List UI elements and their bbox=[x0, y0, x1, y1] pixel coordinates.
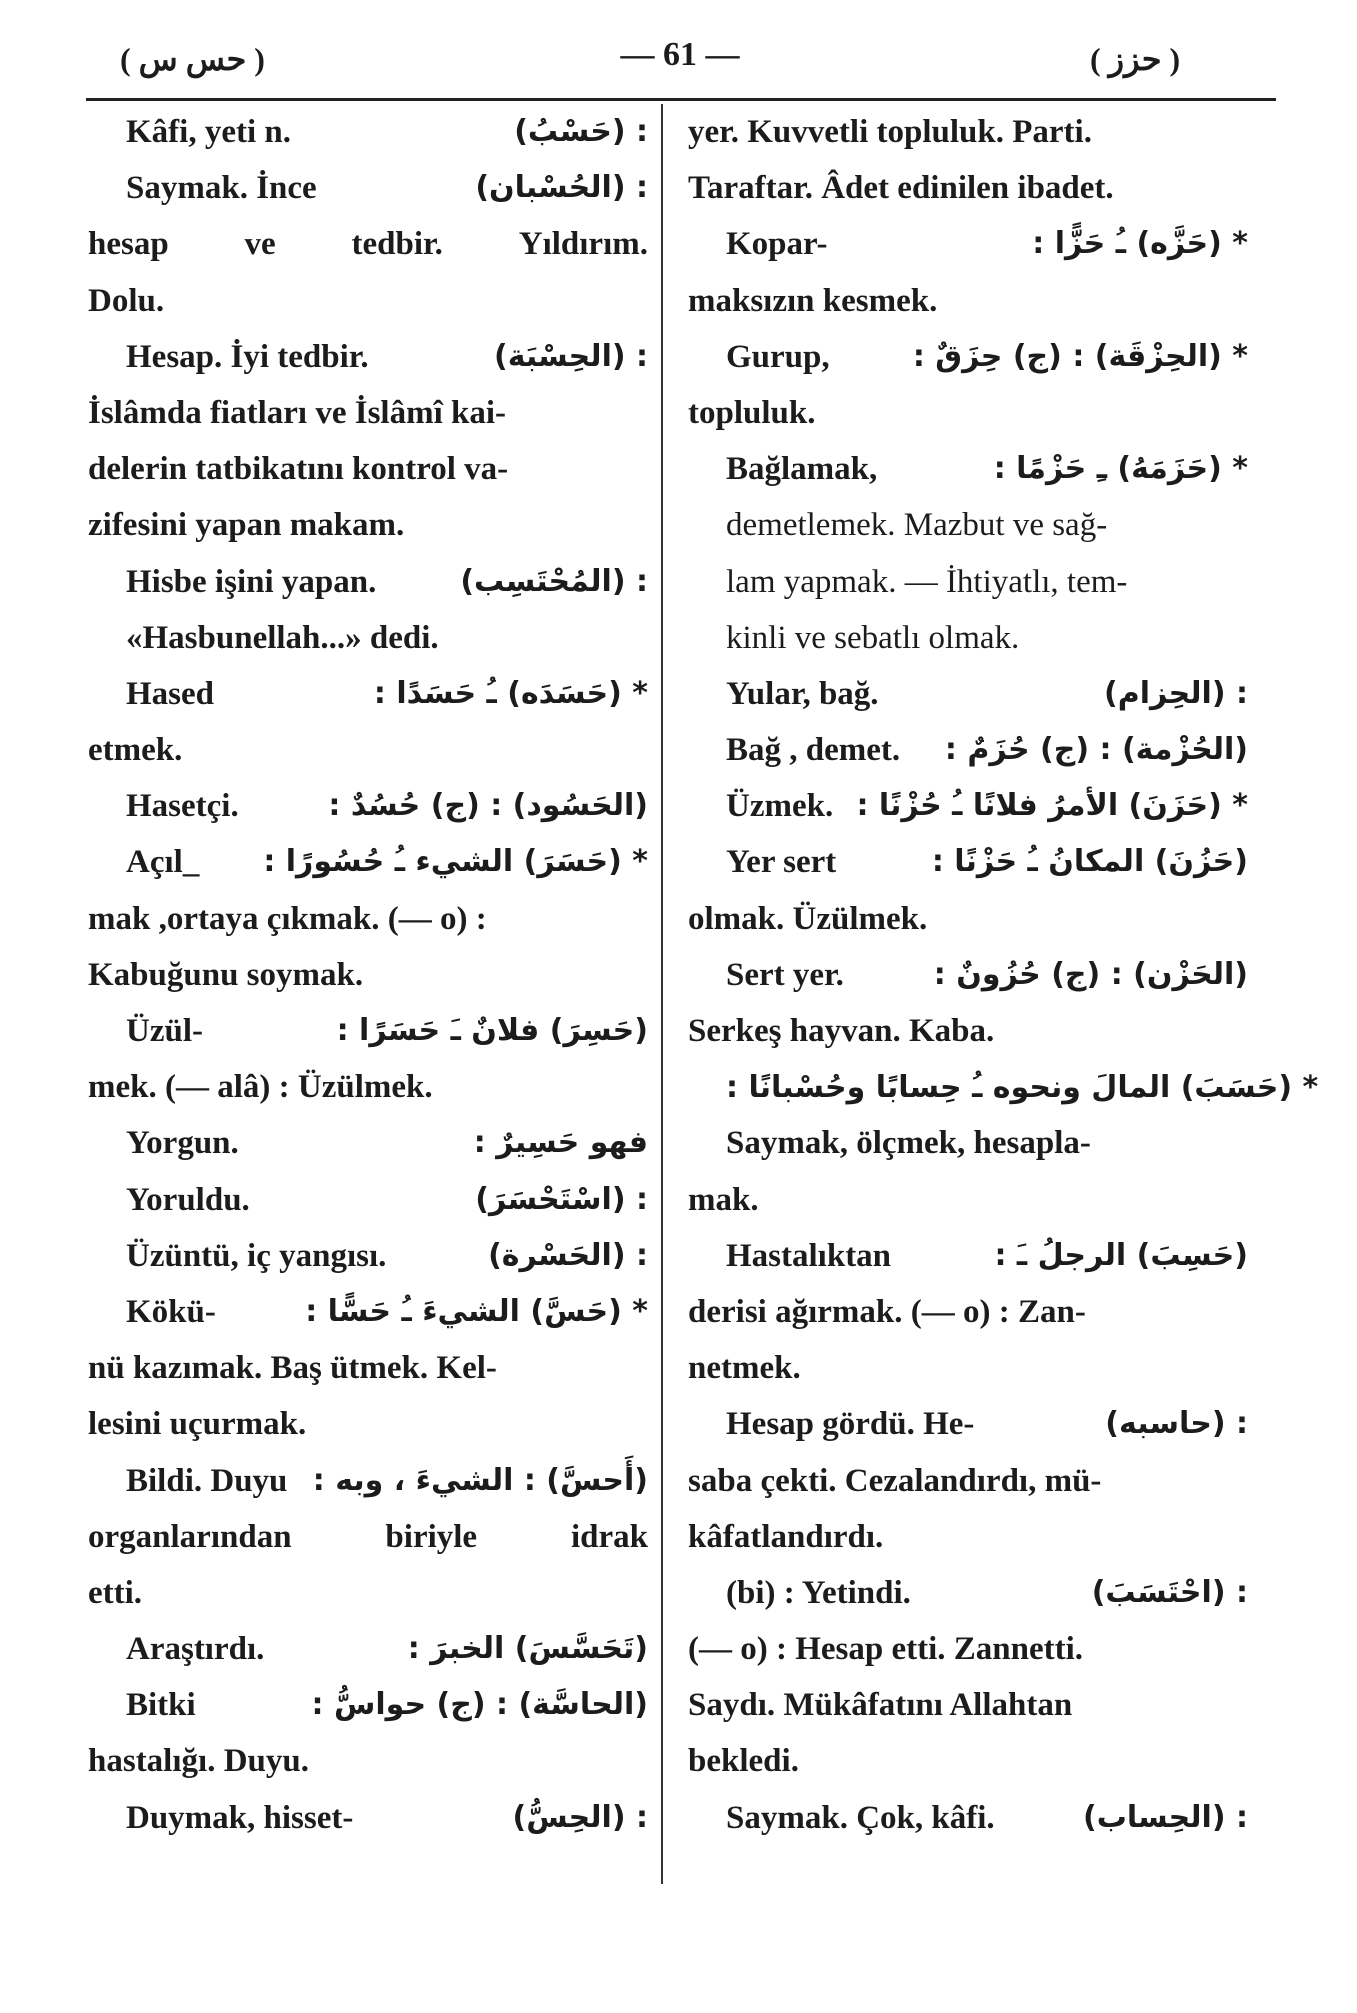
word: organlarından bbox=[88, 1518, 292, 1555]
dictionary-line bbox=[688, 160, 1248, 216]
dictionary-line bbox=[88, 891, 648, 947]
definition-text: bekledi. bbox=[688, 1743, 799, 1780]
dictionary-entry bbox=[88, 1115, 648, 1171]
dictionary-entry bbox=[688, 1790, 1248, 1846]
entry-translation: Hasetçi. bbox=[126, 788, 239, 825]
dictionary-line bbox=[688, 1172, 1248, 1228]
definition-text: mek. (— alâ) : Üzülmek. bbox=[88, 1069, 433, 1106]
dictionary-line bbox=[88, 1733, 648, 1789]
dictionary-line bbox=[88, 1396, 648, 1452]
dictionary-line bbox=[688, 1453, 1248, 1509]
dictionary-line bbox=[88, 722, 648, 778]
definition-text: yer. Kuvvetli topluluk. Parti. bbox=[688, 114, 1092, 150]
dictionary-entry bbox=[88, 1228, 648, 1284]
header-rule bbox=[86, 98, 1276, 101]
definition-text: nü kazımak. Baş ütmek. Kel- bbox=[88, 1350, 497, 1387]
entry-arabic: : (حاسبه) bbox=[1105, 1406, 1248, 1442]
entry-translation: Hesap. İyi tedbir. bbox=[126, 338, 369, 375]
entry-translation: Hesap gördü. He- bbox=[726, 1406, 975, 1443]
dictionary-line bbox=[88, 1565, 648, 1621]
word: ve bbox=[244, 226, 276, 263]
word: hesap bbox=[88, 226, 169, 263]
definition-text: «Hasbunellah...» dedi. bbox=[126, 619, 439, 656]
entry-arabic: * (حَسَبَ) المالَ ونحوه ـُ حِسابًا وحُسْبانًا : bbox=[726, 1070, 1319, 1106]
definition-text: (— o) : Hesap etti. Zannetti. bbox=[688, 1631, 1084, 1668]
dictionary-entry bbox=[88, 1621, 648, 1677]
definition-text: İslâmda fiatları ve İslâmî kai- bbox=[88, 394, 506, 431]
dictionary-line bbox=[688, 104, 1248, 160]
dictionary-entry bbox=[88, 329, 648, 385]
entry-arabic: : (الحَسْرة) bbox=[488, 1237, 648, 1273]
definition-text: olmak. Üzülmek. bbox=[688, 900, 928, 937]
entry-arabic: (الحاسَّة) : (ج) حواسُّ : bbox=[311, 1687, 648, 1723]
entry-translation: Saymak. İnce bbox=[126, 170, 317, 207]
entry-translation: Üzmek. bbox=[726, 788, 834, 825]
dictionary-line bbox=[688, 1621, 1248, 1677]
dictionary-line bbox=[688, 610, 1248, 666]
dictionary-line bbox=[88, 216, 648, 272]
entry-arabic: : (الحُسْبان) bbox=[475, 170, 648, 206]
entry-arabic: (الحَزْن) : (ج) حُزُونٌ : bbox=[933, 956, 1248, 992]
left-column bbox=[88, 104, 648, 1846]
entry-translation: Bitki bbox=[126, 1687, 196, 1724]
definition-text: Dolu. bbox=[88, 282, 165, 319]
dictionary-entry bbox=[688, 722, 1248, 778]
definition-text: etmek. bbox=[88, 732, 183, 769]
dictionary-entry bbox=[88, 1284, 648, 1340]
definition-text: zifesini yapan makam. bbox=[88, 507, 405, 544]
dictionary-entry bbox=[688, 778, 1248, 834]
definition-text: saba çekti. Cezalandırdı, mü- bbox=[688, 1462, 1102, 1499]
entry-translation: Bağlamak, bbox=[726, 451, 878, 488]
definition-text: Serkeş hayvan. Kaba. bbox=[688, 1013, 995, 1049]
definition-text: lam yapmak. — İhtiyatlı, tem- bbox=[726, 563, 1128, 600]
entry-translation: Hased bbox=[126, 675, 215, 712]
definition-text: mak. bbox=[688, 1181, 759, 1218]
dictionary-entry bbox=[88, 160, 648, 216]
word: tedbir. bbox=[351, 226, 443, 263]
entry-translation: Kopar- bbox=[726, 226, 828, 263]
definition-text: kinli ve sebatlı olmak. bbox=[726, 619, 1020, 656]
entry-arabic: (أَحسَّ) : الشيءَ ، وبه : bbox=[312, 1462, 648, 1498]
entry-translation: Yular, bağ. bbox=[726, 675, 879, 712]
entry-translation: (bi) : Yetindi. bbox=[726, 1574, 911, 1611]
entry-arabic: فهو حَسِيرٌ : bbox=[473, 1125, 648, 1161]
entry-translation: Saymak. Çok, kâfi. bbox=[726, 1799, 995, 1836]
dictionary-line bbox=[688, 554, 1248, 610]
entry-arabic: (حَسِرَ) فلانٌ ـَ حَسَرًا : bbox=[336, 1013, 648, 1048]
header-right-letters: ( حزز ) bbox=[1090, 41, 1181, 77]
dictionary-line bbox=[88, 441, 648, 497]
dictionary-line bbox=[688, 1677, 1248, 1733]
dictionary-line bbox=[688, 1733, 1248, 1789]
entry-translation: Araştırdı. bbox=[126, 1631, 265, 1668]
definition-text: Taraftar. Âdet edinilen ibadet. bbox=[688, 170, 1114, 207]
entry-translation: Yer sert bbox=[726, 844, 837, 881]
dictionary-entry bbox=[688, 216, 1248, 272]
definition-text: Saydı. Mükâfatını Allahtan bbox=[688, 1687, 1073, 1724]
dictionary-line bbox=[688, 1340, 1248, 1396]
definition-text: kâfatlandırdı. bbox=[688, 1518, 884, 1555]
definition-text: etti. bbox=[88, 1574, 143, 1611]
dictionary-entry bbox=[88, 104, 648, 160]
definition-text: demetlemek. Mazbut ve sağ- bbox=[726, 507, 1108, 544]
entry-translation: Yorgun. bbox=[126, 1125, 239, 1162]
word: idrak bbox=[570, 1518, 648, 1555]
word: Yıldırım. bbox=[518, 226, 648, 263]
entry-translation: Açıl_ bbox=[126, 844, 200, 881]
dictionary-entry bbox=[88, 554, 648, 610]
entry-translation: Kâfi, yeti n. bbox=[126, 114, 291, 150]
entry-arabic: * (الحِزْقَة) : (ج) حِزَقٌ : bbox=[912, 338, 1248, 374]
entry-translation: Hisbe işini yapan. bbox=[126, 563, 377, 600]
definition-text: topluluk. bbox=[688, 394, 816, 431]
entry-arabic: * (حَسَّ) الشيءَ ـُ حَسًّا : bbox=[305, 1293, 648, 1329]
entry-translation: Bildi. Duyu bbox=[126, 1462, 288, 1499]
entry-translation: Bağ , demet. bbox=[726, 732, 901, 769]
entry-arabic: (الحُزْمة) : (ج) حُزَمٌ : bbox=[944, 732, 1248, 768]
entry-translation: Kökü- bbox=[126, 1293, 216, 1330]
definition-text: delerin tatbikatını kontrol va- bbox=[88, 451, 509, 488]
dictionary-line bbox=[88, 610, 648, 666]
dictionary-entry bbox=[88, 1677, 648, 1733]
entry-arabic: (حَسِبَ) الرجلُ ـَ : bbox=[994, 1237, 1248, 1273]
entry-translation: Sert yer. bbox=[726, 956, 844, 993]
entry-arabic: : (الحِسُّ) bbox=[512, 1799, 648, 1835]
definition-text: Kabuğunu soymak. bbox=[88, 956, 364, 993]
entry-translation: Yoruldu. bbox=[126, 1181, 250, 1218]
column-divider bbox=[661, 104, 663, 1884]
dictionary-line bbox=[88, 273, 648, 329]
entry-arabic: (الحَسُود) : (ج) حُسُدٌ : bbox=[328, 788, 648, 824]
dictionary-entry bbox=[88, 778, 648, 834]
dictionary-line bbox=[688, 1115, 1248, 1171]
dictionary-entry bbox=[88, 1172, 648, 1228]
dictionary-entry bbox=[88, 666, 648, 722]
entry-translation: Hastalıktan bbox=[726, 1237, 892, 1274]
dictionary-line bbox=[88, 1509, 648, 1565]
dictionary-line bbox=[688, 385, 1248, 441]
entry-arabic: : (الحِسْبَة) bbox=[494, 338, 648, 374]
entry-translation: Duymak, hisset- bbox=[126, 1799, 354, 1836]
entry-arabic: : (المُحْتَسِب) bbox=[460, 563, 648, 599]
entry-arabic: : (اسْتَحْسَرَ) bbox=[475, 1181, 648, 1217]
entry-translation: Üzül- bbox=[126, 1013, 203, 1049]
dictionary-line bbox=[688, 497, 1248, 553]
dictionary-entry bbox=[88, 1453, 648, 1509]
dictionary-line bbox=[688, 1059, 1319, 1115]
dictionary-line bbox=[688, 1509, 1248, 1565]
entry-arabic: * (حَزَنَ) الأمرُ فلانًا ـُ حُزْنًا : bbox=[856, 788, 1248, 824]
entry-arabic: : (الحِزام) bbox=[1104, 675, 1248, 711]
dictionary-line bbox=[88, 385, 648, 441]
dictionary-entry bbox=[688, 1228, 1248, 1284]
dictionary-entry bbox=[688, 441, 1248, 497]
entry-translation: Gurup, bbox=[726, 338, 830, 375]
dictionary-line bbox=[88, 497, 648, 553]
entry-arabic: (حَزُنَ) المكانُ ـُ حَزْنًا : bbox=[931, 844, 1248, 880]
dictionary-line bbox=[688, 891, 1248, 947]
dictionary-line bbox=[688, 273, 1248, 329]
dictionary-entry bbox=[688, 666, 1248, 722]
entry-translation: Üzüntü, iç yangısı. bbox=[126, 1237, 387, 1274]
dictionary-entry bbox=[88, 834, 648, 890]
definition-text: hastalığı. Duyu. bbox=[88, 1743, 309, 1780]
dictionary-entry bbox=[688, 947, 1248, 1003]
right-column bbox=[688, 104, 1319, 1846]
dictionary-entry bbox=[88, 1003, 648, 1059]
dictionary-line bbox=[688, 1284, 1248, 1340]
word: biriyle bbox=[385, 1518, 478, 1555]
entry-arabic: : (احْتَسَبَ) bbox=[1091, 1574, 1248, 1610]
dictionary-entry bbox=[88, 1790, 648, 1846]
dictionary-entry bbox=[688, 834, 1248, 890]
dictionary-line bbox=[88, 1059, 648, 1115]
entry-arabic: (تَحَسَّسَ) الخبرَ : bbox=[407, 1631, 648, 1667]
definition-text: mak ,ortaya çıkmak. (— o) : bbox=[88, 900, 487, 937]
dictionary-entry bbox=[688, 329, 1248, 385]
definition-text: derisi ağırmak. (— o) : Zan- bbox=[688, 1293, 1086, 1330]
entry-arabic: * (حَسَدَه) ـُ حَسَدًا : bbox=[373, 675, 648, 711]
dictionary-entry bbox=[688, 1396, 1248, 1452]
header-left-letters: ( حس س ) bbox=[120, 41, 265, 77]
entry-arabic: : (حَسْبُ) bbox=[514, 114, 648, 149]
definition-text: maksızın kesmek. bbox=[688, 282, 938, 319]
page-number: — 61 — bbox=[620, 36, 740, 73]
entry-arabic: * (حَزَمَهُ) ـِ حَزْمًا : bbox=[993, 451, 1248, 487]
entry-arabic: * (حَسَرَ) الشيء ـُ حُسُورًا : bbox=[263, 844, 648, 880]
dictionary-line bbox=[88, 947, 648, 1003]
dictionary-line bbox=[88, 1340, 648, 1396]
dictionary-entry bbox=[688, 1565, 1248, 1621]
entry-arabic: * (حَزَّه) ـُ حَزًّا : bbox=[1032, 226, 1248, 262]
definition-text: netmek. bbox=[688, 1350, 801, 1387]
dictionary-line bbox=[688, 1003, 1248, 1059]
entry-arabic: : (الحِساب) bbox=[1083, 1799, 1248, 1835]
definition-text: Saymak, ölçmek, hesapla- bbox=[726, 1125, 1091, 1162]
definition-text: lesini uçurmak. bbox=[88, 1406, 307, 1443]
